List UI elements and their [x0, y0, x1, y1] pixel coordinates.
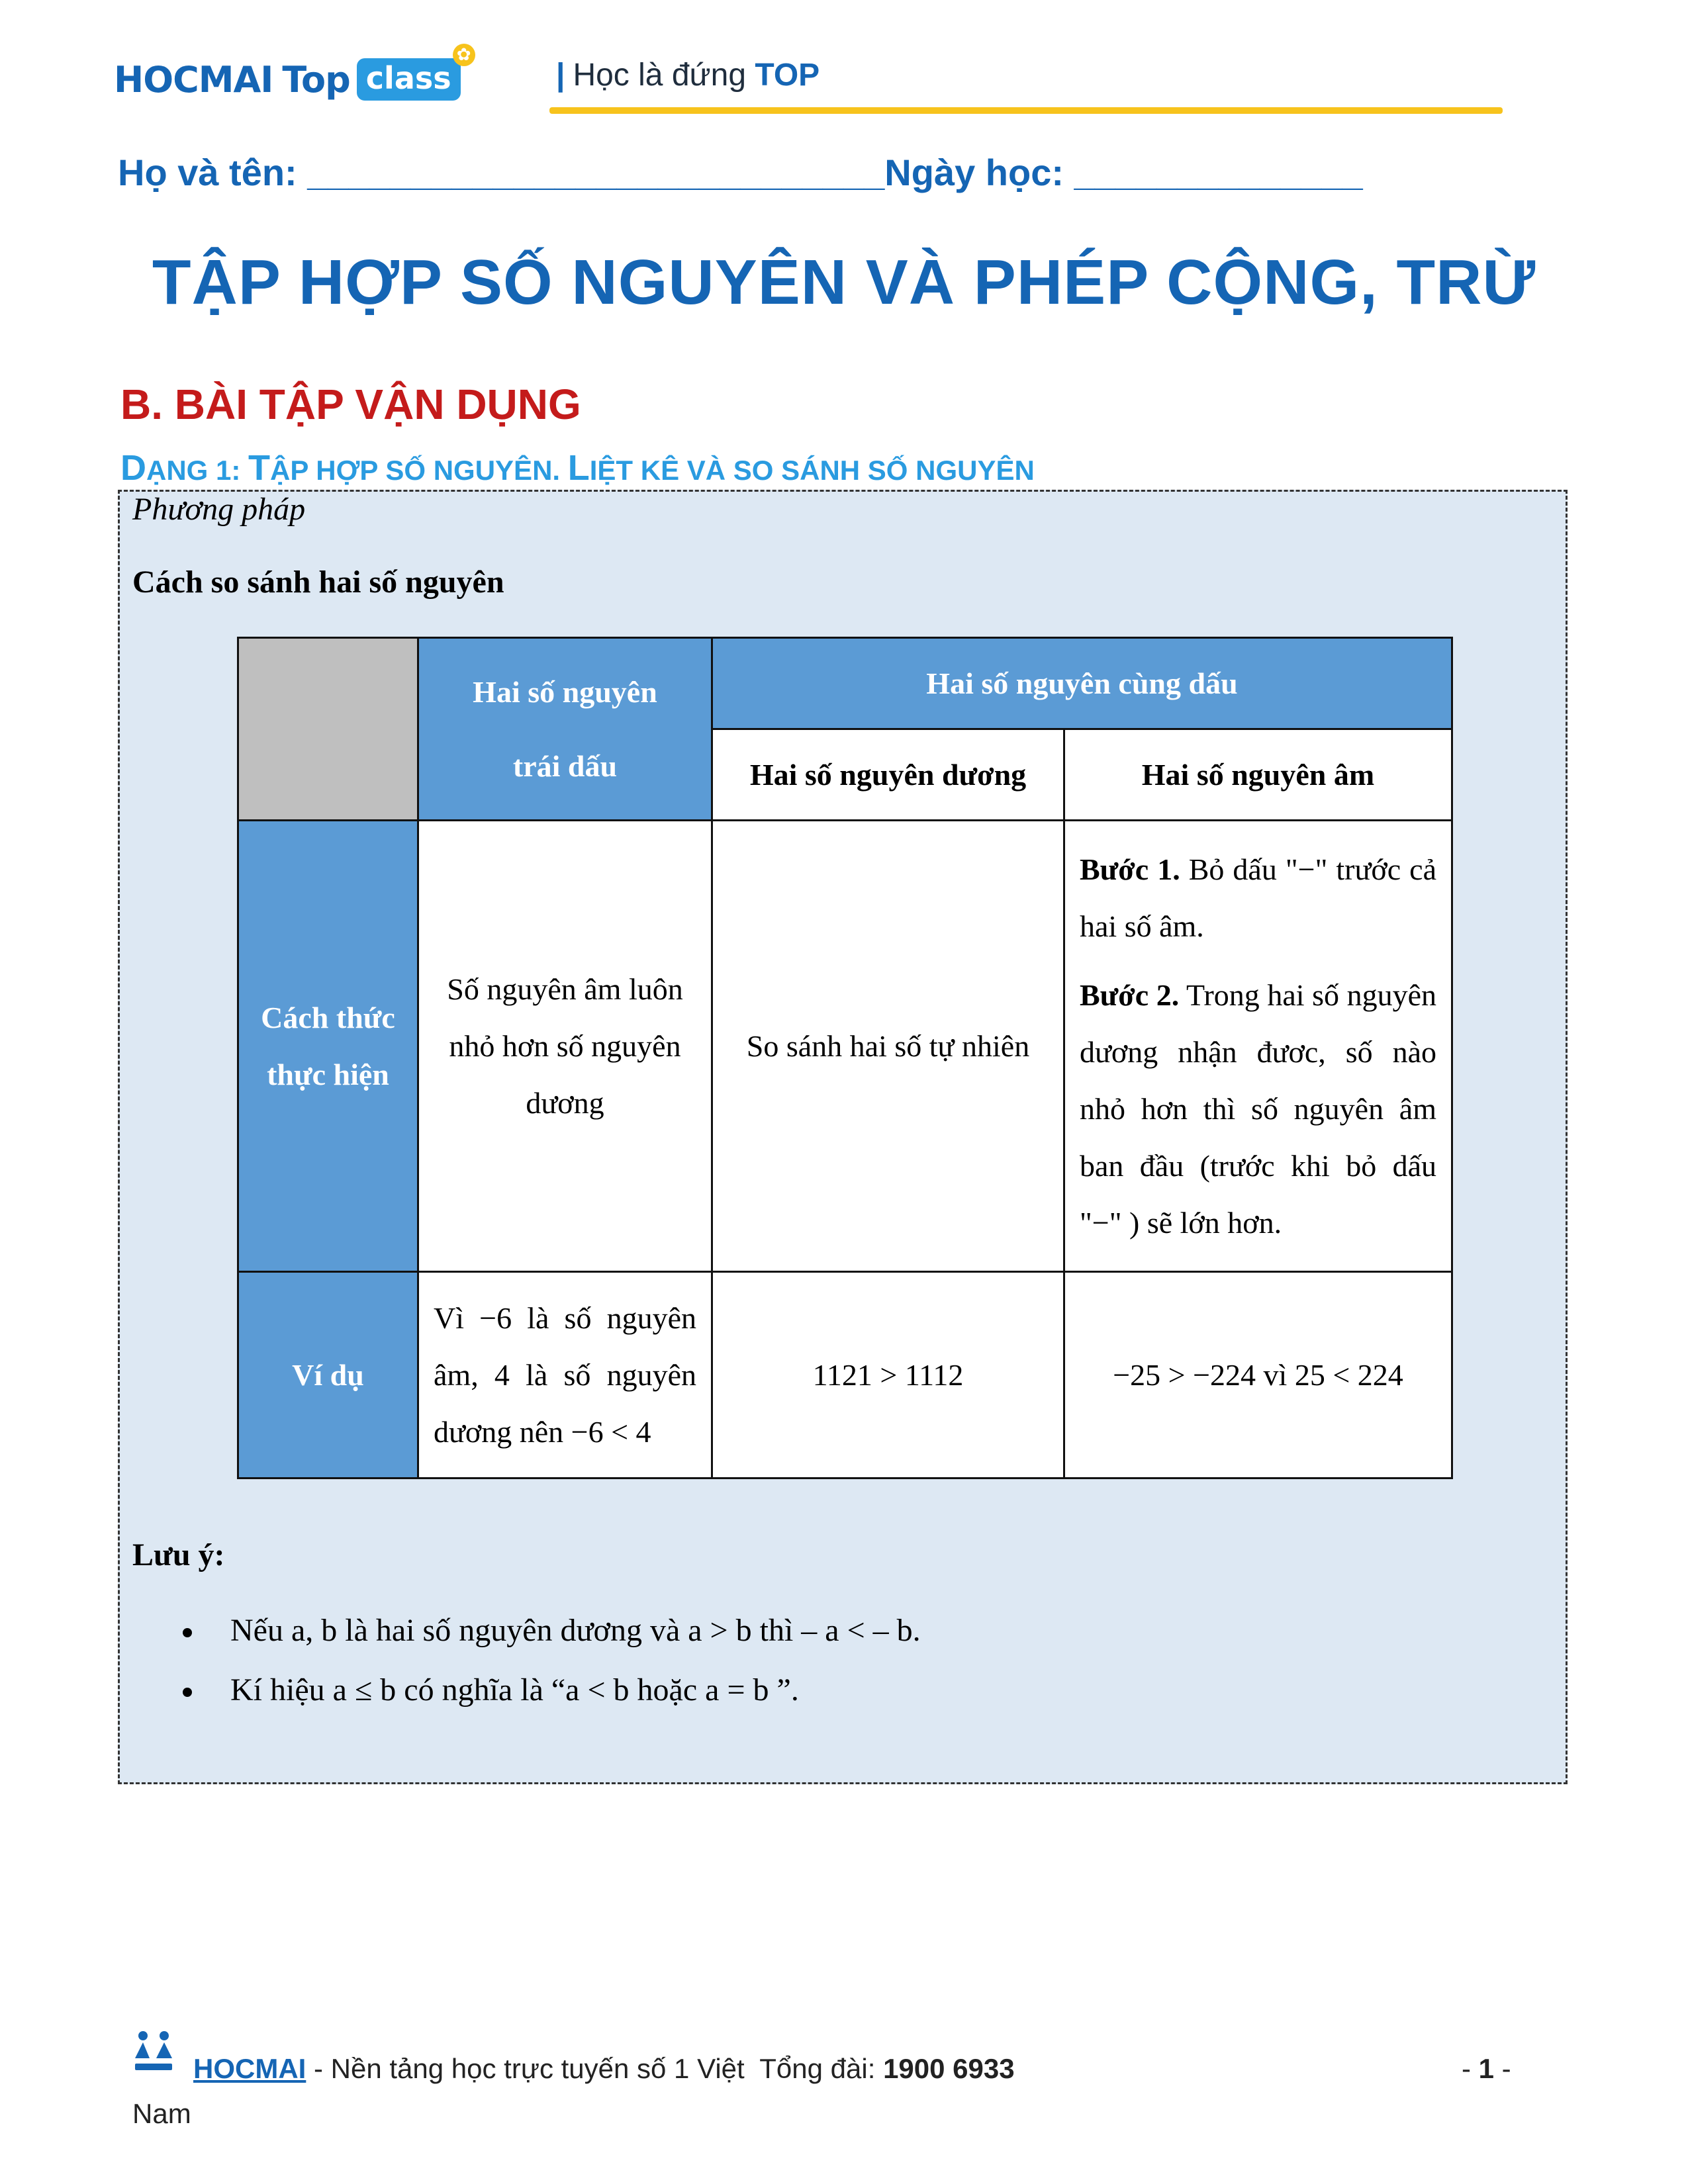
- method-label: Phương pháp: [132, 492, 306, 527]
- bullet-icon: [183, 1688, 192, 1697]
- header-same-sign: Hai số nguyên cùng dấu: [712, 638, 1452, 729]
- student-info-line: Họ và tên: ____________________________Ngày học: ______________: [118, 152, 1363, 193]
- note-item: Nếu a, b là hai số nguyên dương và a > b thì – a < – b.: [230, 1613, 921, 1648]
- note-label: Lưu ý:: [132, 1537, 225, 1572]
- subsection-title: DẠNG 1: TẬP HỢP SỐ NGUYÊN. LIỆT KÊ VÀ SO SÁNH SỐ NGUYÊN: [120, 448, 1035, 488]
- slogan-top: TOP: [755, 58, 820, 93]
- header-positive: Hai số nguyên dương: [712, 729, 1064, 821]
- table-row: [238, 1272, 1452, 1479]
- cell-negative-method: Bước 1. Bỏ dấu "−" trước cả hai số âm. Bước 2. Trong hai số nguyên dương nhận đươc, số nào nhỏ hơn thì số nguyên âm ban đầu (trước khi bỏ dấu "−" ) sẽ lớn hơn.: [1064, 821, 1452, 1272]
- header-negative: Hai số nguyên âm: [1064, 729, 1452, 821]
- section-title: B. BÀI TẬP VẬN DỤNG: [120, 381, 581, 428]
- page-number: - 1 -: [1462, 2053, 1511, 2084]
- header-underline: [549, 107, 1503, 114]
- hocmai-footer-logo-icon: [130, 2028, 177, 2074]
- logo-class-text: class: [365, 60, 451, 96]
- slogan-divider: |: [556, 58, 565, 93]
- slogan: [556, 57, 820, 93]
- comparison-table: [237, 637, 1453, 1479]
- row-label-method: Cách thức thực hiện: [238, 821, 418, 1272]
- bullet-icon: [183, 1628, 192, 1637]
- footer-text: HOCMAI - Nền tảng học trực tuyến số 1 Việt Tổng đài: 1900 6933: [193, 2053, 1015, 2084]
- logo-top-text: Top: [282, 58, 350, 101]
- table-header-row: [238, 638, 1452, 729]
- table-row: [238, 821, 1452, 1272]
- slogan-text: Học là đứng: [573, 58, 755, 93]
- footer-brand-link[interactable]: HOCMAI: [193, 2053, 306, 2084]
- header-opposite-sign: Hai số nguyên trái dấu: [418, 638, 712, 821]
- logo-class-badge: [357, 45, 471, 101]
- row-label-example: Ví dụ: [238, 1272, 418, 1479]
- footer-hotline: 1900 6933: [883, 2053, 1015, 2084]
- cell-opposite-example: Vì −6 là số nguyên âm, 4 là số nguyên dương nên −6 < 4: [418, 1272, 712, 1479]
- star-icon: ✿: [453, 44, 475, 66]
- footer-text-wrap: Nam: [132, 2098, 191, 2129]
- table-corner-cell: [238, 638, 418, 821]
- note-item: Kí hiệu a ≤ b có nghĩa là “a < b hoặc a = b ”.: [230, 1672, 799, 1707]
- cell-opposite-method: Số nguyên âm luôn nhỏ hơn số nguyên dương: [418, 821, 712, 1272]
- cell-positive-method: So sánh hai số tự nhiên: [712, 821, 1064, 1272]
- hocmai-topclass-logo: [114, 45, 471, 113]
- cell-negative-example: −25 > −224 vì 25 < 224: [1064, 1272, 1452, 1479]
- method-heading: Cách so sánh hai số nguyên: [132, 565, 504, 600]
- cell-positive-example: 1121 > 1112: [712, 1272, 1064, 1479]
- logo-hocmai-text: HOCMAI: [114, 58, 273, 101]
- page-title: TẬP HỢP SỐ NGUYÊN VÀ PHÉP CỘNG, TRỪ: [152, 247, 1536, 318]
